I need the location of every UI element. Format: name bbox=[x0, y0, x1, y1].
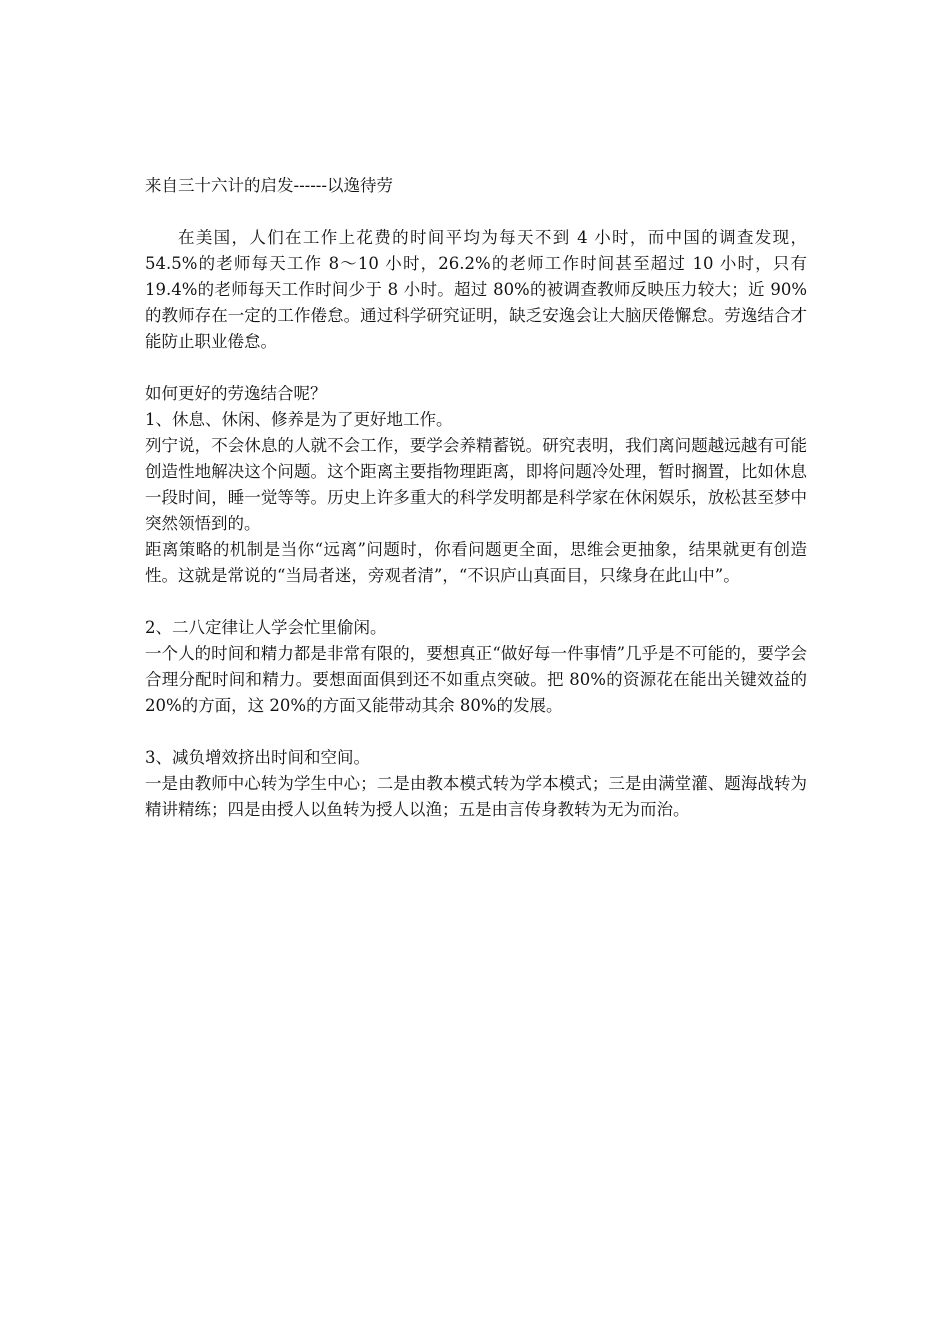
section-3-heading: 3、减负增效挤出时间和空间。 bbox=[145, 748, 370, 767]
section-3-paragraph-1: 一是由教师中心转为学生中心；二是由教本模式转为学本模式；三是由满堂灌、题海战转为精讲精练；四是由授人以鱼转为授人以渔；五是由言传身教转为无为而治。 bbox=[145, 774, 807, 819]
question-line: 如何更好的劳逸结合呢？ bbox=[145, 384, 327, 403]
document-body bbox=[145, 173, 807, 823]
blank-line bbox=[145, 589, 807, 615]
section-1-paragraph-2: 距离策略的机制是当你“远离”问题时，你看问题更全面，思维会更抽象，结果就更有创造性。这就是常说的“当局者迷，旁观者清”，“不识庐山真面目，只缘身在此山中”。 bbox=[145, 540, 807, 585]
document-title: 来自三十六计的启发------以逸待劳 bbox=[145, 176, 393, 195]
section-1-heading: 1、休息、休闲、修养是为了更好地工作。 bbox=[145, 410, 453, 429]
intro-paragraph: 在美国，人们在工作上花费的时间平均为每天不到 4 小时，而中国的调查发现，54.5%的老师每天工作 8～10 小时，26.2%的老师工作时间甚至超过 10 小时，只有 19.4%的老师每天工作时间少于 8 小时。超过 80%的被调查教师反映压力较大；近 90%的教师存在一定的工作倦怠。通过科学研究证明，缺乏安逸会让大脑厌倦懈怠。劳逸结合才能防止职业倦怠。 bbox=[145, 228, 807, 351]
blank-line bbox=[145, 719, 807, 745]
section-2-paragraph-1: 一个人的时间和精力都是非常有限的，要想真正“做好每一件事情”几乎是不可能的，要学会合理分配时间和精力。要想面面俱到还不如重点突破。把 80%的资源花在能出关键效益的 20%的方面，这 20%的方面又能带动其余 80%的发展。 bbox=[145, 644, 807, 715]
blank-line bbox=[145, 199, 807, 225]
section-1-paragraph-1: 列宁说，不会休息的人就不会工作，要学会养精蓄锐。研究表明，我们离问题越远越有可能创造性地解决这个问题。这个距离主要指物理距离，即将问题冷处理，暂时搁置，比如休息一段时间，睡一觉等等。历史上许多重大的科学发明都是科学家在休闲娱乐，放松甚至梦中突然领悟到的。 bbox=[145, 436, 807, 533]
section-2-heading: 2、二八定律让人学会忙里偷闲。 bbox=[145, 618, 387, 637]
blank-line bbox=[145, 355, 807, 381]
